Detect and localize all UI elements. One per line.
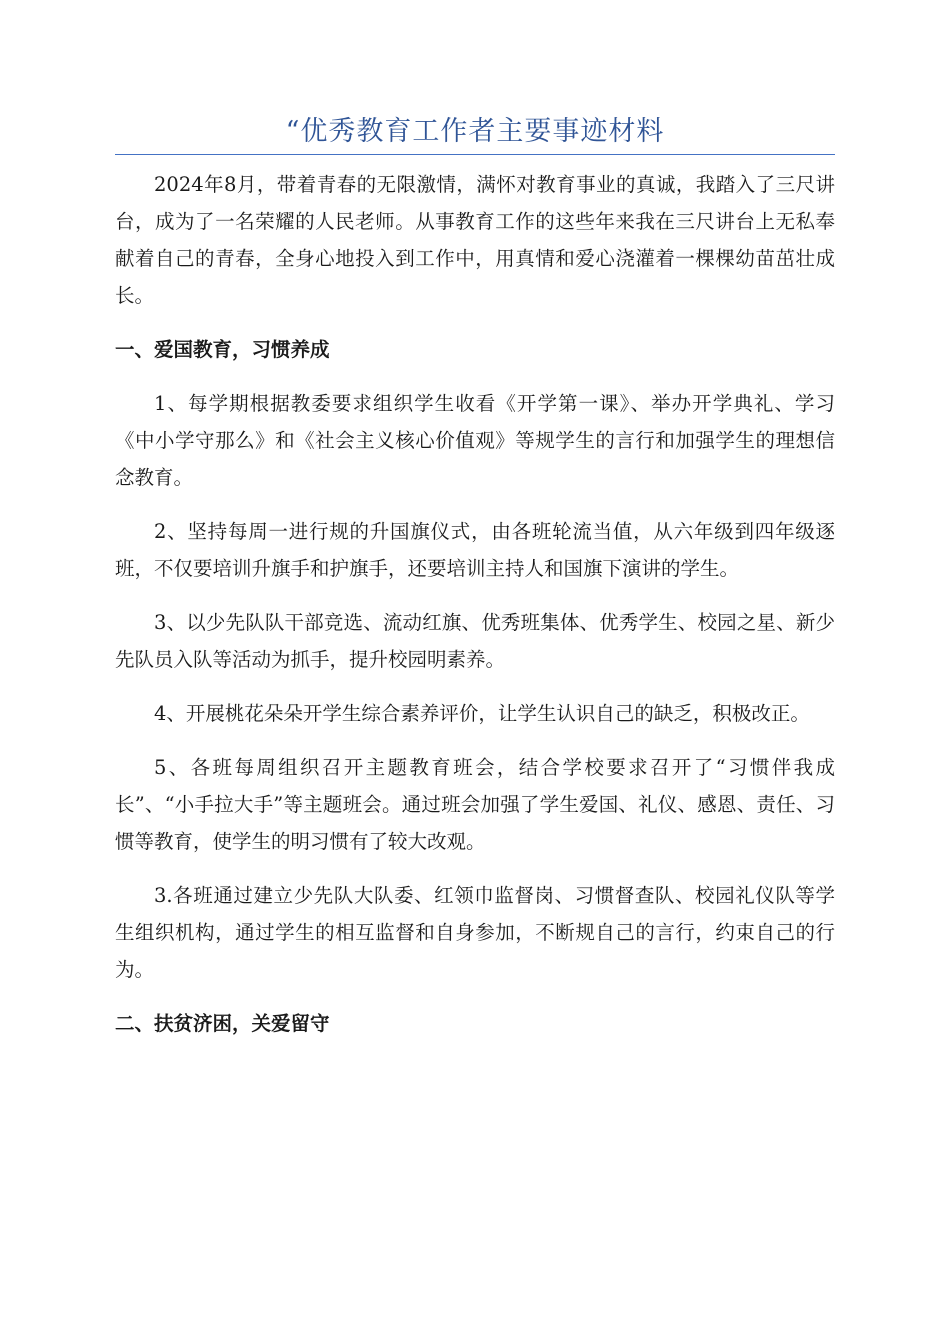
list-item: 5、各班每周组织召开主题教育班会，结合学校要求召开了“习惯伴我成长”、“小手拉大手”等主题班会。通过班会加强了学生爱国、礼仪、感恩、责任、习惯等教育，使学生的明习惯有了较大改观。 bbox=[115, 756, 835, 853]
list-item: 3.各班通过建立少先队大队委、红领巾监督岗、习惯督查队、校园礼仪队等学生组织机构，通过学生的相互监督和自身参加，不断规自己的言行，约束自己的行为。 bbox=[115, 884, 835, 981]
section-heading-patriotic-education: 一、爱国教育，习惯养成 bbox=[115, 338, 330, 361]
list-item: 2、坚持每周一进行规的升国旗仪式，由各班轮流当值，从六年级到四年级逐班，不仅要培训升旗手和护旗手，还要培训主持人和国旗下演讲的学生。 bbox=[115, 520, 835, 580]
intro-paragraph: 2024年8月，带着青春的无限激情，满怀对教育事业的真诚，我踏入了三尺讲台，成为了一名荣耀的人民老师。从事教育工作的这些年来我在三尺讲台上无私奉献着自己的青春，全身心地投入到工作中，用真情和爱心浇灌着一棵棵幼苗茁壮成长。 bbox=[115, 173, 835, 307]
list-item: 4、开展桃花朵朵开学生综合素养评价，让学生认识自己的缺乏，积极改正。 bbox=[154, 702, 810, 725]
list-item: 3、以少先队队干部竞选、流动红旗、优秀班集体、优秀学生、校园之星、新少先队员入队等活动为抓手，提升校园明素养。 bbox=[115, 611, 835, 671]
section-heading-poverty-relief: 二、扶贫济困，关爱留守 bbox=[115, 1012, 330, 1035]
document-title: “优秀教育工作者主要事迹材料 bbox=[285, 116, 665, 147]
document-page bbox=[115, 112, 835, 1042]
list-item: 1、每学期根据教委要求组织学生收看《开学第一课》、举办开学典礼、学习《中小学守那么》和《社会主义核心价值观》等规学生的言行和加强学生的理想信念教育。 bbox=[115, 392, 835, 489]
